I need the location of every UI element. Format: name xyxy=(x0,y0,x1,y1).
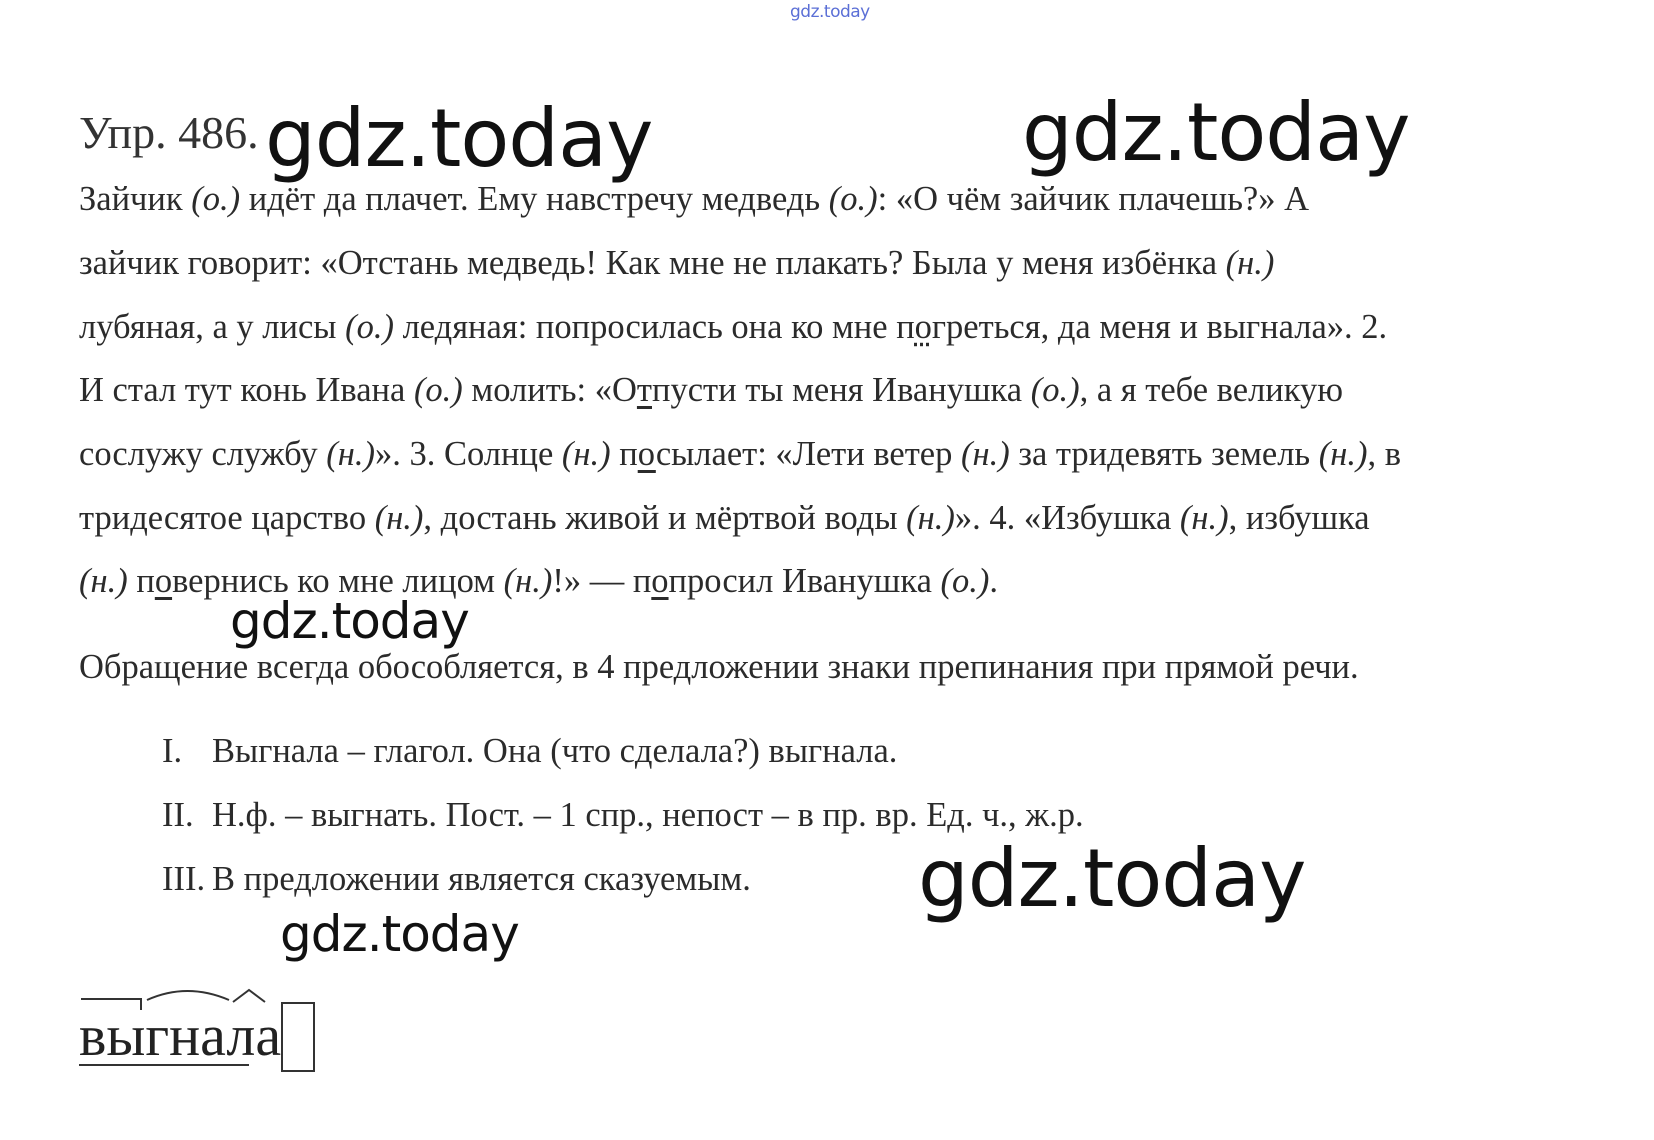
text-line-7: (н.) повернись ко мне лицом (н.)!» — попросил Иванушка (о.). xyxy=(79,562,998,600)
watermark: gdz.today xyxy=(918,832,1306,925)
morpheme-diagram xyxy=(79,990,379,1070)
ending-box xyxy=(281,1002,315,1072)
stem-underline xyxy=(79,1064,249,1066)
text-line-6: тридесятое царство (н.), достань живой и мёртвой воды (н.)». 4. «Избушка (н.), избушка xyxy=(79,499,1370,537)
root-arc xyxy=(147,991,229,1000)
suffix-mark xyxy=(233,990,265,1002)
analysis-item-2: II. Н.ф. – выгнать. Пост. – 1 спр., непост – в пр. вр. Ед. ч., ж.р. xyxy=(162,796,1084,834)
watermark: gdz.today xyxy=(1022,86,1410,179)
watermark: gdz.today xyxy=(280,905,519,963)
exercise-title: Упр. 486. xyxy=(79,107,259,158)
watermark-top: gdz.today xyxy=(790,2,870,22)
analysis-item-3: III. В предложении является сказуемым. xyxy=(162,860,751,898)
analysis-item-1: I. Выгнала – глагол. Она (что сделала?) выгнала. xyxy=(162,732,898,770)
text-line-4: И стал тут конь Ивана (о.) молить: «Отпусти ты меня Иванушка (о.), а я тебе великую xyxy=(79,371,1344,409)
text-line-3: лубяная, а у лисы (о.) ледяная: попросилась она ко мне погреться, да меня и выгнала». 2. xyxy=(79,308,1388,346)
text-line-2: зайчик говорит: «Отстань медведь! Как мне не плакать? Была у меня избёнка (н.) xyxy=(79,244,1275,282)
text-line-5: сослужу службу (н.)». 3. Солнце (н.) посылает: «Лети ветер (н.) за тридевять земель (н.), в xyxy=(79,435,1402,473)
watermark: gdz.today xyxy=(230,592,469,650)
note-line: Обращение всегда обособляется, в 4 предложении знаки препинания при прямой речи. xyxy=(79,648,1359,686)
watermark: gdz.today xyxy=(265,92,653,185)
morpheme-word: выгнала xyxy=(79,1003,282,1068)
text-line-1: Зайчик (о.) идёт да плачет. Ему навстречу медведь (о.): «О чём зайчик плачешь?» А xyxy=(79,180,1310,218)
